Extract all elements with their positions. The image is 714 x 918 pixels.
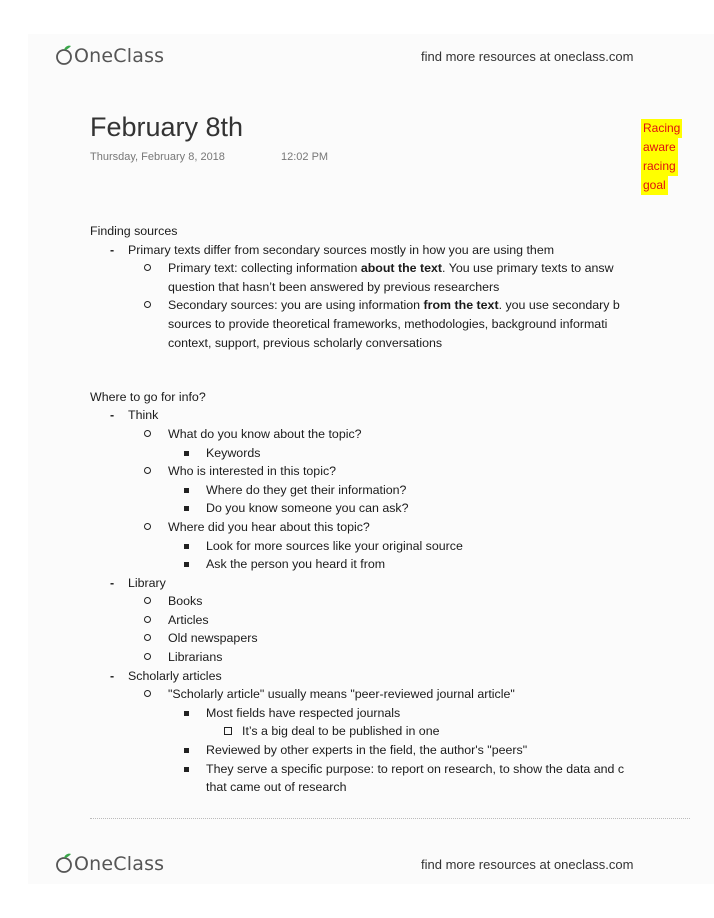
circle-bullet [144,467,151,474]
leaf-logo-icon [55,44,75,66]
list-item: - Scholarly articles [90,667,710,686]
hollow-square-bullet [224,727,232,735]
square-bullet [184,711,189,716]
list-item: "Scholarly article" usually means "peer-reviewed journal article" [90,685,710,704]
square-bullet [184,544,189,549]
list-item-continuation: sources to provide theoretical frameworks, methodologies, background informati [168,316,608,331]
list-item: Old newspapers [90,629,710,648]
circle-bullet [144,597,151,604]
circle-bullet [144,653,151,660]
list-item: Where do they get their information? [90,481,710,500]
list-item-continuation: question that hasn’t been answered by previous researchers [168,279,500,294]
square-bullet [184,506,189,511]
list-item: Who is interested in this topic? [90,462,710,481]
list-item: They serve a specific purpose: to report on research, to show the data and c [90,760,710,779]
circle-bullet [144,634,151,641]
square-bullet [184,748,189,753]
side-note-line: goal [641,176,668,195]
list-item: Keywords [90,444,710,463]
section-heading: Finding sources [90,224,178,238]
leaf-logo-icon [55,852,75,874]
list-item: Librarians [90,648,710,667]
list-item: Look for more sources like your original source [90,537,710,556]
list-item: Primary text: collecting information about the text. You use primary texts to answ [90,259,710,278]
square-bullet [184,451,189,456]
dash-bullet: - [110,575,115,590]
circle-bullet [144,264,151,271]
header-logo [55,44,164,66]
side-note-line: Racing [641,119,682,138]
dash-bullet: - [110,668,115,683]
circle-bullet [144,301,151,308]
list-item: Do you know someone you can ask? [90,499,710,518]
logo-text: OneClass [74,45,165,67]
square-bullet [184,562,189,567]
circle-bullet [144,616,151,623]
highlighted-side-note [641,119,714,195]
side-note-line: aware [641,138,678,157]
dash-bullet: - [110,242,115,257]
note-body [90,222,710,797]
list-item: Books [90,592,710,611]
circle-bullet [144,430,151,437]
note-time: 12:02 PM [281,151,329,163]
list-item: Where did you hear about this topic? [90,518,710,537]
square-bullet [184,767,189,772]
square-bullet [184,488,189,493]
section-heading: Where to go for info? [90,389,206,404]
logo-text: OneClass [74,853,165,875]
page-title: February 8th [90,112,244,142]
list-item: - Primary texts differ from secondary sources mostly in how you are using them [90,241,710,260]
cut-off-text-line [90,818,690,820]
list-item: It’s a big deal to be published in one [90,722,710,741]
header-link[interactable]: find more resources at oneclass.com [421,49,634,64]
footer-logo [55,852,164,874]
list-item: What do you know about the topic? [90,425,710,444]
circle-bullet [144,690,151,697]
list-item: Articles [90,611,710,630]
dash-bullet: - [110,408,115,423]
circle-bullet [144,523,151,530]
list-item: Ask the person you heard it from [90,555,710,574]
list-item: - Think [90,406,710,425]
list-item: - Library [90,574,710,593]
list-item-continuation: that came out of research [206,780,347,795]
note-date: Thursday, February 8, 2018 [90,151,225,163]
list-item: Secondary sources: you are using information from the text. you use secondary b [90,296,710,315]
list-item: Most fields have respected journals [90,704,710,723]
side-note-line: racing [641,157,678,176]
list-item: Reviewed by other experts in the field, the author's "peers" [90,741,710,760]
footer-link[interactable]: find more resources at oneclass.com [421,857,634,872]
list-item-continuation: context, support, previous scholarly conversations [168,335,443,350]
